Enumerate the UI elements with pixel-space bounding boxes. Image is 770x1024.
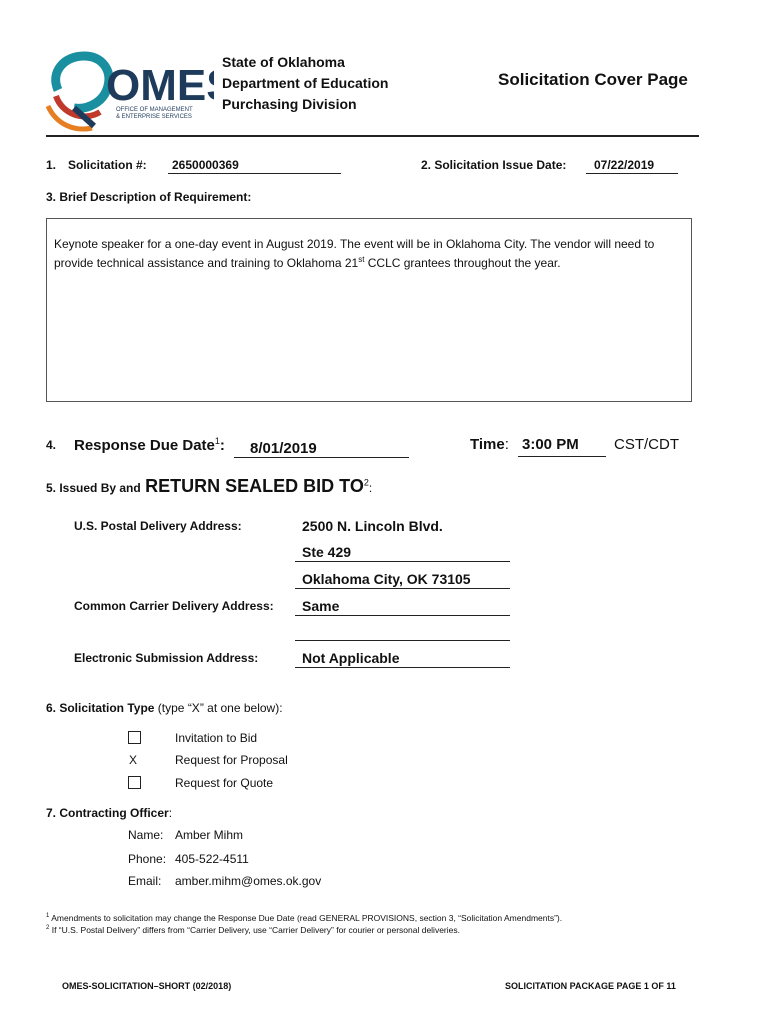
solicitation-type-instruction: (type “X” at one below): bbox=[154, 701, 283, 715]
solicitation-number-value: 2650000369 bbox=[172, 158, 239, 172]
footnote-1 bbox=[46, 911, 726, 924]
page-title: Solicitation Cover Page bbox=[498, 70, 688, 89]
invitation-to-bid-label: Invitation to Bid bbox=[175, 731, 258, 745]
issued-by-label: 5. Issued By and bbox=[46, 481, 141, 495]
return-bid-heading bbox=[46, 476, 372, 497]
issue-date-field[interactable] bbox=[586, 158, 678, 174]
header-divider bbox=[46, 135, 699, 137]
description-text bbox=[54, 236, 694, 271]
postal-address-line2: Ste 429 bbox=[302, 544, 352, 560]
footnote-2-marker: 2 bbox=[46, 925, 50, 931]
response-due-colon: : bbox=[219, 437, 225, 454]
officer-name-label: Name: bbox=[128, 828, 164, 842]
request-for-proposal-mark[interactable]: X bbox=[129, 753, 138, 767]
org-state: State of Oklahoma bbox=[222, 54, 345, 70]
electronic-submission-label: Electronic Submission Address: bbox=[74, 651, 259, 665]
return-sealed-bid-label: RETURN SEALED BID TO bbox=[145, 476, 364, 496]
officer-name: Amber Mihm bbox=[175, 828, 244, 842]
contracting-officer-colon: : bbox=[168, 806, 173, 820]
response-due-text: Response Due Date bbox=[74, 437, 215, 454]
item1-number: 1. bbox=[46, 158, 57, 172]
description-superscript: st bbox=[358, 255, 365, 264]
officer-email[interactable]: amber.mihm@omes.ok.gov bbox=[175, 874, 322, 888]
footer-page-number: SOLICITATION PACKAGE PAGE 1 OF 11 bbox=[505, 981, 676, 991]
response-due-date-field[interactable] bbox=[234, 440, 409, 458]
footer-form-id: OMES-SOLICITATION–SHORT (02/2018) bbox=[62, 981, 232, 991]
time-label-text: Time bbox=[470, 436, 505, 453]
solicitation-type-heading bbox=[46, 701, 283, 715]
carrier-address-field[interactable] bbox=[295, 598, 510, 616]
request-for-proposal-label: Request for Proposal bbox=[175, 753, 288, 767]
description-text-part2: CCLC grantees throughout the year. bbox=[364, 256, 561, 270]
response-due-label bbox=[74, 436, 225, 454]
request-for-quote-label: Request for Quote bbox=[175, 776, 274, 790]
time-label-colon: : bbox=[504, 436, 509, 453]
invitation-to-bid-checkbox[interactable] bbox=[128, 731, 141, 749]
carrier-address-value: Same bbox=[302, 598, 340, 614]
solicitation-number-field[interactable] bbox=[168, 158, 341, 174]
omes-logo bbox=[44, 50, 214, 136]
officer-phone-label: Phone: bbox=[128, 852, 167, 866]
footnote-1-marker: 1 bbox=[46, 913, 50, 919]
logo-subtitle-2: & ENTERPRISE SERVICES bbox=[116, 114, 192, 120]
response-due-date-value: 8/01/2019 bbox=[250, 440, 317, 457]
issue-date-label: 2. Solicitation Issue Date: bbox=[421, 158, 567, 172]
electronic-submission-value: Not Applicable bbox=[302, 650, 400, 666]
omes-logo-graphic bbox=[44, 50, 214, 136]
org-block bbox=[222, 52, 388, 115]
postal-address-line3: Oklahoma City, OK 73105 bbox=[302, 571, 471, 587]
solicitation-type-label: 6. Solicitation Type bbox=[46, 701, 155, 715]
return-bid-footnote-ref: 2 bbox=[363, 477, 369, 488]
logo-text: OME bbox=[106, 61, 207, 110]
postal-address-line1[interactable]: 2500 N. Lincoln Blvd. bbox=[302, 518, 443, 534]
carrier-address-line2-field[interactable] bbox=[295, 625, 510, 641]
org-department: Department of Education bbox=[222, 75, 389, 91]
postal-address-line3-field[interactable] bbox=[295, 571, 510, 589]
officer-phone: 405-522-4511 bbox=[175, 852, 249, 866]
electronic-submission-field[interactable] bbox=[295, 650, 510, 668]
description-label: 3. Brief Description of Requirement: bbox=[46, 190, 252, 204]
time-field[interactable] bbox=[518, 436, 606, 457]
description-text-part1: Keynote speaker for a one-day event in August 2019. The event will be in Oklahoma City. The vendor will need to provide technical assistance and training to Oklahoma 21 bbox=[54, 237, 655, 270]
checkbox-empty bbox=[128, 776, 141, 789]
request-for-quote-checkbox[interactable] bbox=[128, 776, 141, 794]
carrier-address-label: Common Carrier Delivery Address: bbox=[74, 599, 274, 613]
footnote-2-text: If “U.S. Postal Delivery” differs from “Carrier Delivery, use “Carrier Delivery” for courier or personal deliveries. bbox=[51, 924, 460, 935]
item4-number: 4. bbox=[46, 438, 57, 452]
issue-date-value: 07/22/2019 bbox=[594, 158, 655, 172]
postal-address-line2-field[interactable] bbox=[295, 544, 510, 562]
solicitation-number-label: Solicitation #: bbox=[68, 158, 147, 172]
footnote-1-text: Amendments to solicitation may change the Response Due Date (read GENERAL PROVISIONS, section 3, “Solicitation Amendments”). bbox=[51, 912, 563, 923]
logo-subtitle-1: OFFICE OF MANAGEMENT bbox=[116, 107, 193, 113]
footnote-2 bbox=[46, 923, 726, 936]
time-label bbox=[470, 436, 509, 453]
contracting-officer-label: 7. Contracting Officer bbox=[46, 806, 169, 820]
checkbox-empty bbox=[128, 731, 141, 744]
response-due-footnote-ref: 1 bbox=[214, 436, 220, 446]
time-value: 3:00 PM bbox=[522, 436, 579, 453]
timezone: CST/CDT bbox=[614, 436, 679, 453]
org-division: Purchasing Division bbox=[222, 96, 357, 112]
postal-address-label: U.S. Postal Delivery Address: bbox=[74, 519, 242, 533]
contracting-officer-heading bbox=[46, 806, 172, 820]
officer-email-label: Email: bbox=[128, 874, 162, 888]
return-bid-colon: : bbox=[368, 481, 373, 495]
